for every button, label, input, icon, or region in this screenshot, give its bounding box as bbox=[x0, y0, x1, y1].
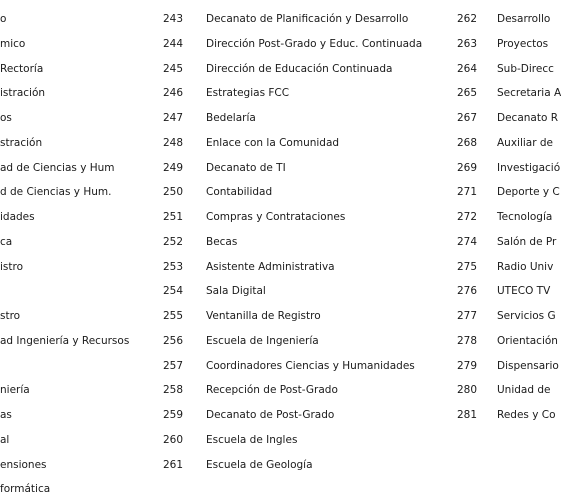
directory-entry bbox=[0, 477, 140, 502]
directory-entry bbox=[163, 106, 463, 131]
department-name: Decanato R bbox=[497, 112, 559, 124]
department-name: Estrategias FCC bbox=[206, 87, 290, 100]
department-name: Compras y Contrataciones bbox=[206, 211, 346, 223]
department-name: Dirección de Educación Continuada bbox=[206, 62, 393, 75]
directory-entry bbox=[457, 81, 561, 106]
extension-number: 253 bbox=[163, 260, 184, 273]
department-name: Decanato de Planificación y Desarrollo bbox=[206, 13, 409, 25]
department-name: as bbox=[0, 409, 12, 421]
directory-entry bbox=[457, 131, 554, 156]
extension-number: 247 bbox=[163, 112, 184, 124]
department-name: Dispensario bbox=[497, 359, 559, 372]
department-name: niería bbox=[0, 384, 30, 397]
extension-number: 256 bbox=[163, 334, 184, 347]
directory-entry bbox=[163, 453, 463, 478]
directory-entry bbox=[163, 279, 463, 304]
directory-entry bbox=[163, 354, 463, 379]
department-name: istración bbox=[0, 87, 46, 100]
extension-number: 249 bbox=[163, 161, 184, 174]
directory-entry bbox=[0, 57, 140, 82]
extension-number: 261 bbox=[163, 458, 184, 471]
department-name: Servicios G bbox=[497, 310, 556, 322]
department-name: idades bbox=[0, 211, 35, 223]
extension-number: 267 bbox=[457, 112, 478, 124]
directory-entry bbox=[457, 329, 558, 354]
directory-entry bbox=[163, 7, 463, 32]
directory-entry bbox=[163, 304, 463, 329]
directory-entry bbox=[0, 453, 140, 478]
directory-entry bbox=[0, 106, 140, 131]
extension-number: 272 bbox=[457, 211, 478, 223]
extension-number: 281 bbox=[457, 409, 478, 421]
department-name: Sala Digital bbox=[206, 285, 266, 298]
extension-number: 275 bbox=[457, 260, 478, 273]
department-name: Escuela de Ingles bbox=[206, 433, 298, 446]
department-name: Salón de Pr bbox=[497, 235, 557, 248]
directory-entry bbox=[457, 304, 556, 329]
extension-number: 280 bbox=[457, 384, 478, 397]
department-name: ensiones bbox=[0, 458, 47, 471]
extension-number: 268 bbox=[457, 136, 478, 149]
department-name: Enlace con la Comunidad bbox=[206, 136, 340, 149]
extension-number: 260 bbox=[163, 433, 184, 446]
department-name: Ventanilla de Registro bbox=[206, 310, 321, 322]
department-name: formática bbox=[0, 483, 51, 496]
extension-number: 254 bbox=[163, 285, 184, 298]
department-name: Coordinadores Ciencias y Humanidades bbox=[206, 359, 415, 372]
directory-entry bbox=[163, 230, 463, 255]
directory-entry bbox=[0, 131, 140, 156]
extension-number: 277 bbox=[457, 310, 478, 322]
directory-entry bbox=[163, 81, 463, 106]
directory-entry bbox=[457, 255, 554, 280]
extension-number: 252 bbox=[163, 235, 184, 248]
directory-entry bbox=[457, 354, 559, 379]
department-name: ca bbox=[0, 235, 13, 248]
department-name: Auxiliar de bbox=[497, 136, 554, 149]
department-name: Dirección Post-Grado y Educ. Continuada bbox=[206, 37, 423, 50]
department-name: Proyectos bbox=[497, 37, 549, 50]
directory-entry bbox=[457, 279, 550, 304]
department-name: Decanato de Post-Grado bbox=[206, 409, 335, 421]
extension-number: 243 bbox=[163, 13, 184, 25]
directory-entry bbox=[457, 403, 556, 428]
directory-entry bbox=[0, 255, 140, 280]
extension-number: 255 bbox=[163, 310, 184, 322]
extension-number: 246 bbox=[163, 87, 184, 100]
extension-number: 250 bbox=[163, 186, 184, 199]
directory-entry bbox=[0, 7, 140, 32]
directory-entry bbox=[457, 156, 561, 181]
department-name: Investigació bbox=[497, 161, 561, 174]
extension-number: 262 bbox=[457, 13, 478, 25]
department-name: Rectoría bbox=[0, 62, 44, 75]
extension-number: 245 bbox=[163, 62, 184, 75]
department-name: Unidad de bbox=[497, 384, 551, 397]
directory-entry bbox=[0, 156, 140, 181]
directory-entry bbox=[0, 279, 140, 304]
directory-column-2 bbox=[163, 7, 463, 477]
extension-number: 279 bbox=[457, 359, 478, 372]
directory-entry bbox=[457, 378, 550, 403]
department-name: al bbox=[0, 433, 10, 446]
department-name: Radio Univ bbox=[497, 260, 554, 273]
department-name: Deporte y C bbox=[497, 186, 560, 199]
directory-entry bbox=[457, 230, 557, 255]
directory-entry bbox=[457, 180, 560, 205]
directory-entry bbox=[163, 329, 463, 354]
department-name: Decanato de TI bbox=[206, 161, 286, 174]
directory-entry bbox=[457, 205, 553, 230]
department-name: Recepción de Post-Grado bbox=[206, 384, 338, 397]
directory-entry bbox=[163, 428, 463, 453]
directory-entry bbox=[0, 428, 140, 453]
department-name: o bbox=[0, 13, 7, 25]
directory-entry bbox=[163, 180, 463, 205]
department-name: mico bbox=[0, 37, 26, 50]
directory-entry bbox=[457, 32, 550, 57]
directory-entry bbox=[0, 329, 140, 354]
extension-number: 269 bbox=[457, 161, 478, 174]
directory-entry bbox=[0, 354, 140, 379]
department-name: Contabilidad bbox=[206, 186, 273, 199]
department-name: UTECO TV bbox=[497, 285, 551, 298]
department-name: Asistente Administrativa bbox=[206, 260, 335, 273]
department-name: Secretaria A bbox=[497, 87, 561, 100]
department-name: istro bbox=[0, 260, 24, 273]
directory-entry bbox=[0, 304, 140, 329]
department-name: Escuela de Geología bbox=[206, 458, 313, 471]
directory-entry bbox=[0, 230, 140, 255]
directory-entry bbox=[457, 57, 554, 82]
extension-number: 264 bbox=[457, 62, 478, 75]
extension-number: 258 bbox=[163, 384, 184, 397]
department-name: Becas bbox=[206, 235, 238, 248]
directory-entry bbox=[163, 57, 463, 82]
directory-entry bbox=[457, 7, 550, 32]
department-name: d de Ciencias y Hum. bbox=[0, 186, 112, 199]
department-name: ad de Ciencias y Hum bbox=[0, 161, 115, 174]
directory-entry bbox=[0, 81, 140, 106]
extension-number: 263 bbox=[457, 37, 478, 50]
directory-entry bbox=[0, 180, 140, 205]
extension-number: 244 bbox=[163, 37, 184, 50]
department-name: Redes y Co bbox=[497, 409, 556, 421]
directory-entry bbox=[0, 205, 140, 230]
directory-entry bbox=[0, 378, 140, 403]
department-name: os bbox=[0, 112, 12, 124]
department-name: stro bbox=[0, 310, 21, 322]
directory-entry bbox=[163, 32, 463, 57]
directory-entry bbox=[0, 32, 140, 57]
directory-column-3 bbox=[457, 7, 561, 428]
department-name: Sub-Direcc bbox=[497, 62, 554, 75]
department-name: Orientación bbox=[497, 334, 558, 347]
department-name: stración bbox=[0, 136, 43, 149]
directory-entry bbox=[163, 403, 463, 428]
extension-number: 274 bbox=[457, 235, 478, 248]
extension-number: 248 bbox=[163, 136, 184, 149]
department-name: Desarrollo bbox=[497, 13, 551, 25]
directory-entry bbox=[0, 403, 140, 428]
department-name: Tecnología bbox=[497, 211, 553, 223]
directory-entry bbox=[163, 255, 463, 280]
extension-number: 276 bbox=[457, 285, 478, 298]
department-name: ad Ingeniería y Recursos bbox=[0, 334, 130, 347]
directory-column-1 bbox=[0, 7, 140, 502]
extension-number: 259 bbox=[163, 409, 184, 421]
department-name: Bedelaría bbox=[206, 112, 256, 124]
directory-entry bbox=[457, 106, 559, 131]
extension-number: 278 bbox=[457, 334, 478, 347]
directory-entry bbox=[163, 156, 463, 181]
extension-number: 251 bbox=[163, 211, 184, 223]
department-name: Escuela de Ingeniería bbox=[206, 334, 319, 347]
directory-entry bbox=[163, 131, 463, 156]
directory-entry bbox=[163, 205, 463, 230]
extension-number: 271 bbox=[457, 186, 478, 199]
extension-number: 257 bbox=[163, 359, 184, 372]
extension-number: 265 bbox=[457, 87, 478, 100]
directory-entry bbox=[163, 378, 463, 403]
